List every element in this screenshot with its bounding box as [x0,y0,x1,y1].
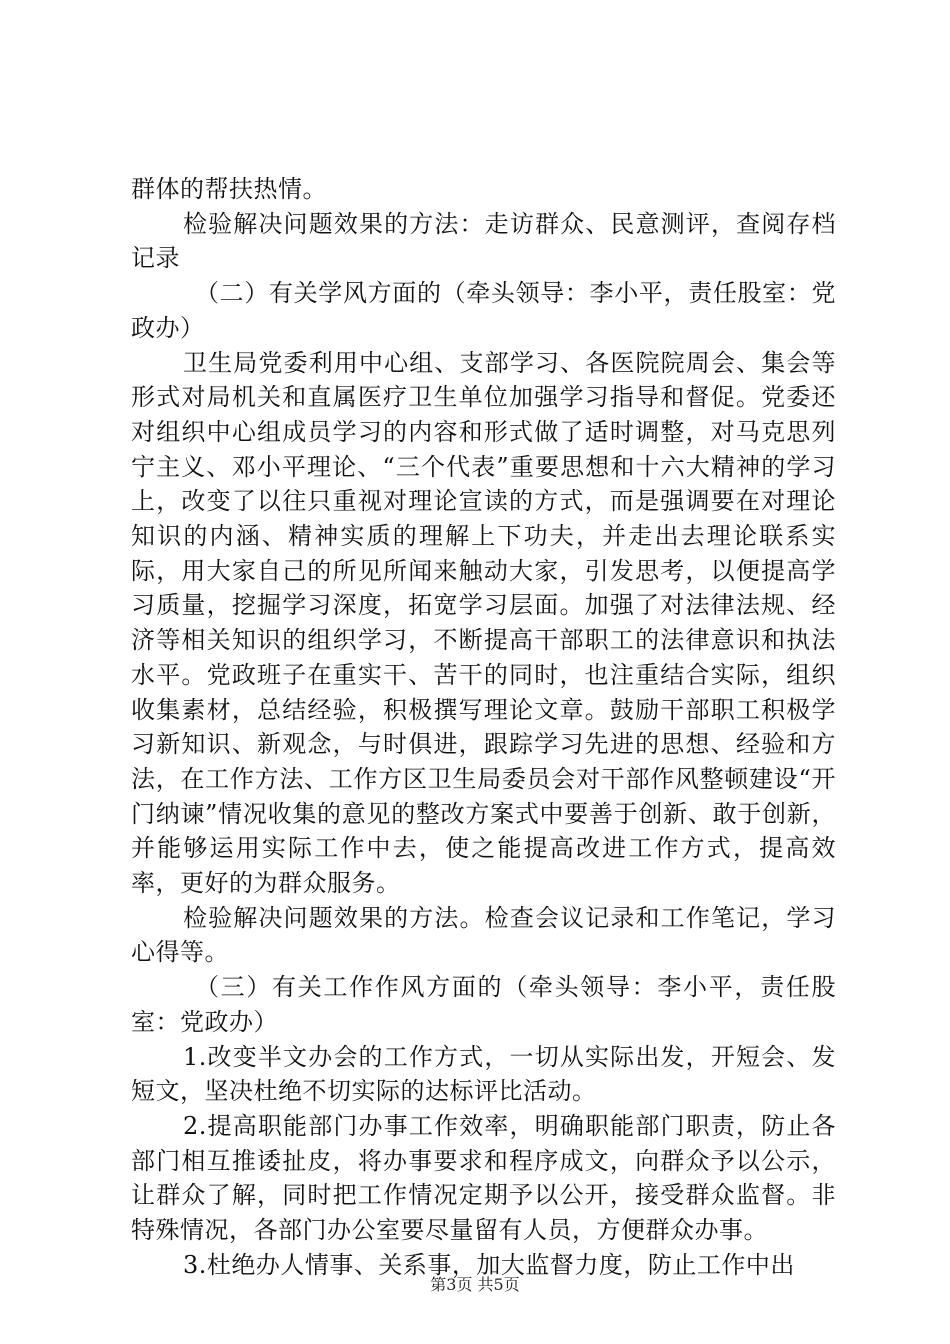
paragraph-continuation: 群体的帮扶热情。 [131,175,327,203]
paragraph-check-method-2: 检验解决问题效果的方法。检查会议记录和工作笔记，学习心得等。 [131,903,836,967]
page-footer: 第3页 共5页 [430,1275,520,1294]
list-item-3: 3.杜绝办人情事、关系事，加大监督力度，防止工作中出 [183,1250,795,1279]
section-heading-study-style: （二）有关学风方面的（牵头领导：李小平，责任股室：党政办） [131,279,836,342]
paragraph-check-method-1: 检验解决问题效果的方法：走访群众、民意测评，查阅存档记录 [131,209,836,273]
list-item-1: 1.改变半文办会的工作方式，一切从实际出发，开短会、发短文，坚决杜绝不切实际的达标评比活动。 [131,1042,836,1106]
list-item-2: 2.提高职能部门办事工作效率，明确职能部门职责，防止各部门相互推诿扯皮，将办事要求和程序成文，向群众予以公示，让群众了解，同时把工作情况定期予以公开，接受群众监督。非特殊情况，各部门办公室要尽量留有人员，方便群众办事。 [131,1111,836,1245]
section-heading-work-style: （三）有关工作作风方面的（牵头领导：李小平，责任股室：党政办） [131,973,836,1036]
document-body [131,172,836,1283]
paragraph-study-details: 卫生局党委利用中心组、支部学习、各医院院周会、集会等形式对局机关和直属医疗卫生单位加强学习指导和督促。党委还对组织中心组成员学习的内容和形式做了适时调整，对马克思列宁主义、邓小平理论、“三个代表”重要思想和十六大精神的学习上，改变了以往只重视对理论宣读的方式，而是强调要在对理论知识的内涵、精神实质的理解上下功夫，并走出去理论联系实际，用大家自己的所见所闻来触动大家，引发思考，以便提高学习质量，挖掘学习深度，拓宽学习层面。加强了对法律法规、经济等相关知识的组织学习，不断提高干部职工的法律意识和执法水平。党政班子在重实干、苦干的同时，也注重结合实际，组织收集素材，总结经验，积极撰写理论文章。鼓励干部职工积极学习新知识、新观念，与时俱进，跟踪学习先进的思想、经验和方法，在工作方法、工作方区卫生局委员会对干部作风整顿建设“开门纳谏”情况收集的意见的整改方案式中要善于创新、敢于创新，并能够运用实际工作中去，使之能提高改进工作方式，提高效率，更好的为群众服务。 [131,348,836,898]
